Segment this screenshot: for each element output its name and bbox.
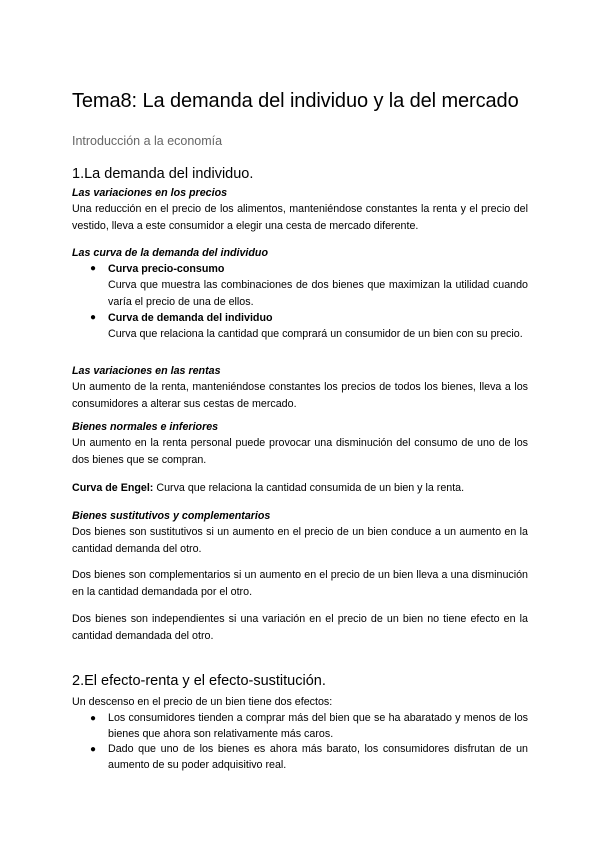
block-complements: [72, 567, 528, 601]
list-item-effect: [72, 742, 528, 773]
item-label: Curva de demanda del individuo: [108, 312, 273, 324]
bullet-icon: ●: [90, 263, 97, 274]
item-text: Curva que muestra las combinaciones de dos bienes que maximizan la utilidad cuando varía el precio de una de ellos.: [108, 279, 528, 308]
item-text: Dado que uno de los bienes es ahora más barato, los consumidores disfrutan de un aumento de su poder adquisitivo real.: [108, 743, 528, 771]
engel-label: Curva de Engel:: [72, 482, 154, 494]
page-subtitle: Introducción a la economía: [72, 134, 223, 148]
block-substitutes-complements: [72, 509, 528, 558]
text-income-variations: Un aumento de la renta, manteniéndose constantes los precios de todos los bienes, lleva a los consumidores a alterar sus cestas de mercado.: [72, 381, 528, 410]
bullet-icon: ●: [90, 713, 97, 724]
text-effects-intro: Un descenso en el precio de un bien tiene dos efectos:: [72, 696, 333, 708]
list-item-effect: [72, 711, 528, 742]
engel-paragraph: [72, 480, 528, 497]
block-income-substitution-effect: [72, 694, 528, 773]
subheading-substitutes-complements: Bienes sustitutivos y complementarios: [72, 510, 271, 522]
subheading-demand-curve: Las curva de la demanda del individuo: [72, 247, 268, 259]
bullet-icon: ●: [90, 312, 97, 323]
subheading-price-variations: Las variaciones en los precios: [72, 187, 228, 199]
block-engel-curve: [72, 480, 528, 497]
page-title: Tema8: La demanda del individuo y la del mercado: [72, 90, 519, 112]
block-independent: [72, 611, 528, 645]
subheading-income-variations: Las variaciones en las rentas: [72, 365, 221, 377]
demand-curve-list: [72, 261, 528, 343]
engel-text: Curva que relaciona la cantidad consumida de un bien y la renta.: [153, 482, 465, 494]
item-text: Los consumidores tienden a comprar más del bien que se ha abaratado y menos de los bienes que ahora son relativamente más caros.: [108, 712, 528, 740]
block-demand-curve: [72, 246, 528, 343]
text-normal-inferior: Un aumento en la renta personal puede provocar una disminución del consumo de uno de los dos bienes que se compran.: [72, 437, 528, 466]
subheading-normal-inferior: Bienes normales e inferiores: [72, 421, 219, 433]
section1-heading: 1.La demanda del individuo.: [72, 166, 254, 182]
item-text: Curva que relaciona la cantidad que comprará un consumidor de un bien con su precio.: [108, 328, 523, 340]
section2-heading: 2.El efecto-renta y el efecto-sustitución.: [72, 673, 326, 689]
text-substitutes: Dos bienes son sustitutivos si un aumento en el precio de un bien conduce a un aumento en la cantidad demanda del otro.: [72, 526, 528, 555]
block-price-variations: [72, 186, 528, 235]
block-income-variations: [72, 364, 528, 413]
text-independent: Dos bienes son independientes si una variación en el precio de un bien no tiene efecto en la cantidad demandada del otro.: [72, 613, 528, 642]
text-price-variations: Una reducción en el precio de los alimentos, manteniéndose constantes la renta y el precio del vestido, lleva a este consumidor a elegir una cesta de mercado diferente.: [72, 203, 528, 232]
list-item-individual-demand: [72, 310, 528, 343]
bullet-icon: ●: [90, 744, 97, 755]
block-normal-inferior: [72, 420, 528, 469]
text-complements: Dos bienes son complementarios si un aumento en el precio de un bien lleva a una disminución en la cantidad demandada por el otro.: [72, 569, 528, 598]
effects-list: [72, 711, 528, 773]
list-item-price-consumption: [72, 261, 528, 310]
item-label: Curva precio-consumo: [108, 263, 225, 275]
